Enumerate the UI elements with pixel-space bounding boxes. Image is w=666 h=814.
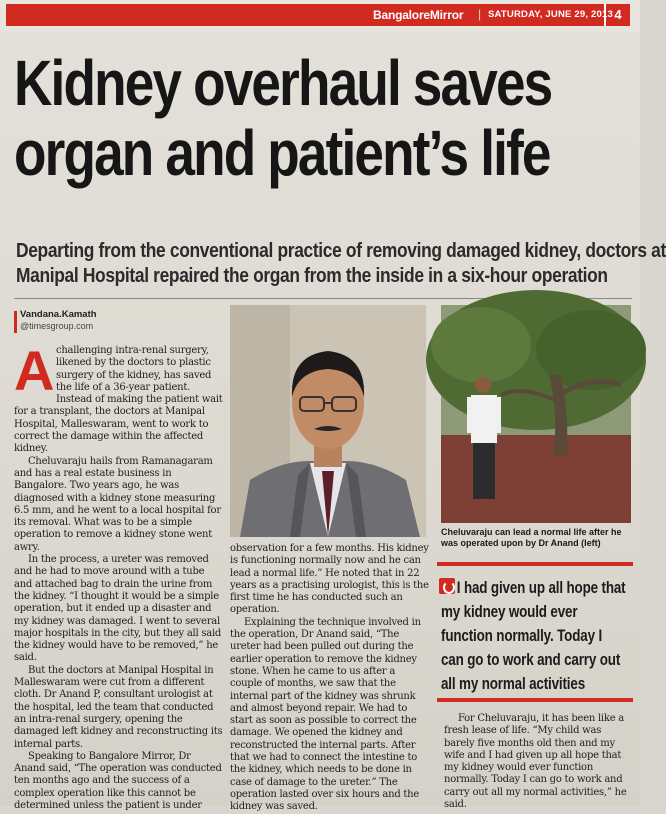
byline-accent-bar — [14, 311, 17, 333]
masthead-brand: BangaloreMirror — [373, 8, 464, 22]
paragraph: observation for a few months. His kidney is functioning normally now and he can lead a normal life.” He noted that in 22 years as a practising urologist, this is the first time he has conducted such an operation. — [230, 543, 429, 616]
patient-under-tree-illustration — [441, 305, 631, 523]
doctor-portrait-illustration — [230, 305, 426, 537]
byline-email: @timesgroup.com — [20, 321, 94, 331]
subhead-line-2: Manipal Hospital repaired the organ from the inside in a six-hour operation — [16, 265, 608, 287]
paragraph: For Cheluvaraju, it has been like a fresh lease of life. “My child was barely five months old then and my wife and I had given up all hope that my kidney would ever function normally. Today I can go to work and carry out all my normal activities,” he said. — [444, 713, 627, 811]
pull-quote: I had given up all hope that my kidney would ever function normally. Today I can go to work and carry out all my normal activities — [441, 578, 626, 693]
paragraph: Cheluvaraju hails from Ramanagaram and has a real estate business in Bangalore. Two years ago, he was diagnosed with a kidney stone measuring 6.5 mm, and he went to a local hospital for its removal. What was to be a simple operation to remove a kidney stone went awry. — [14, 455, 221, 553]
subheadline — [16, 239, 666, 289]
article-column-2 — [230, 543, 430, 814]
masthead-bar — [0, 0, 640, 32]
article-column-3 — [444, 713, 632, 811]
page-number: 4 — [604, 4, 630, 26]
byline-name: Vandana.Kamath — [20, 309, 97, 320]
subhead-line-1: Departing from the conventional practice of removing damaged kidney, doctors at — [16, 240, 666, 262]
byline — [20, 309, 220, 331]
photo-caption: Cheluvaraju can lead a normal life after he was operated upon by Dr Anand (left) — [441, 527, 622, 548]
paragraph: Explaining the technique involved in the operation, Dr Anand said, “The ureter had been pulled out during the earlier operation to remove the kidney stone. When he came to us after a couple of months, we saw that the internal part of the kidney was shrunk and almost beyond repair. We had to start as soon as possible to correct the damage. We opened the kidney and reconstructed the internal parts. After that we had to connect the intestine to the kidney, which needs to be done in case of damage to the ureter.” The operation lasted over six hours and the kidney was saved. — [230, 616, 421, 813]
paragraph: Speaking to Bangalore Mirror, Dr Anand said, “The operation was conducted ten months ago and the success of a complex operation like this cannot be determined unless the patient is under — [14, 750, 222, 811]
pull-quote-bottom-rule — [437, 698, 633, 702]
paragraph: challenging intra-renal surgery, likened by the doctors to plastic surgery of the kidney, has saved the life of a 36-year patient. Instead of making the patient wait for a transplant, the doctors at Manipal Hospital, Malleswaram, went to work to correct the damage within the affected kidney. — [14, 345, 223, 455]
masthead-separator: | — [478, 7, 482, 21]
drop-cap: A — [14, 339, 55, 402]
paragraph: In the process, a ureter was removed and he had to move around with a tube and attached bag to drain the urine from the kidney. “I thought it would be a simple operation, but it ended up a disaster and my kidney was damaged. I went to several major hospitals in the city, but they all said the kidney would have to be removed,” he said. — [14, 554, 222, 664]
patient-photo — [441, 305, 631, 523]
doctor-portrait-photo — [230, 305, 426, 537]
headline — [14, 47, 552, 189]
masthead-date: SATURDAY, JUNE 29, 2013 — [488, 9, 613, 20]
headline-line-2: organ and patient’s life — [14, 117, 550, 189]
article-column-1 — [14, 339, 224, 812]
paragraph: But the doctors at Manipal Hospital in Malleswaram were cut from a different cloth. Dr Anand P, consultant urologist at the hospital, led the team that conducted an intra-renal surgery, opening the damaged left kidney and reconstructing its internal parts. — [14, 664, 223, 750]
headline-line-1: Kidney overhaul saves — [14, 47, 552, 119]
pull-quote-box — [437, 562, 633, 702]
